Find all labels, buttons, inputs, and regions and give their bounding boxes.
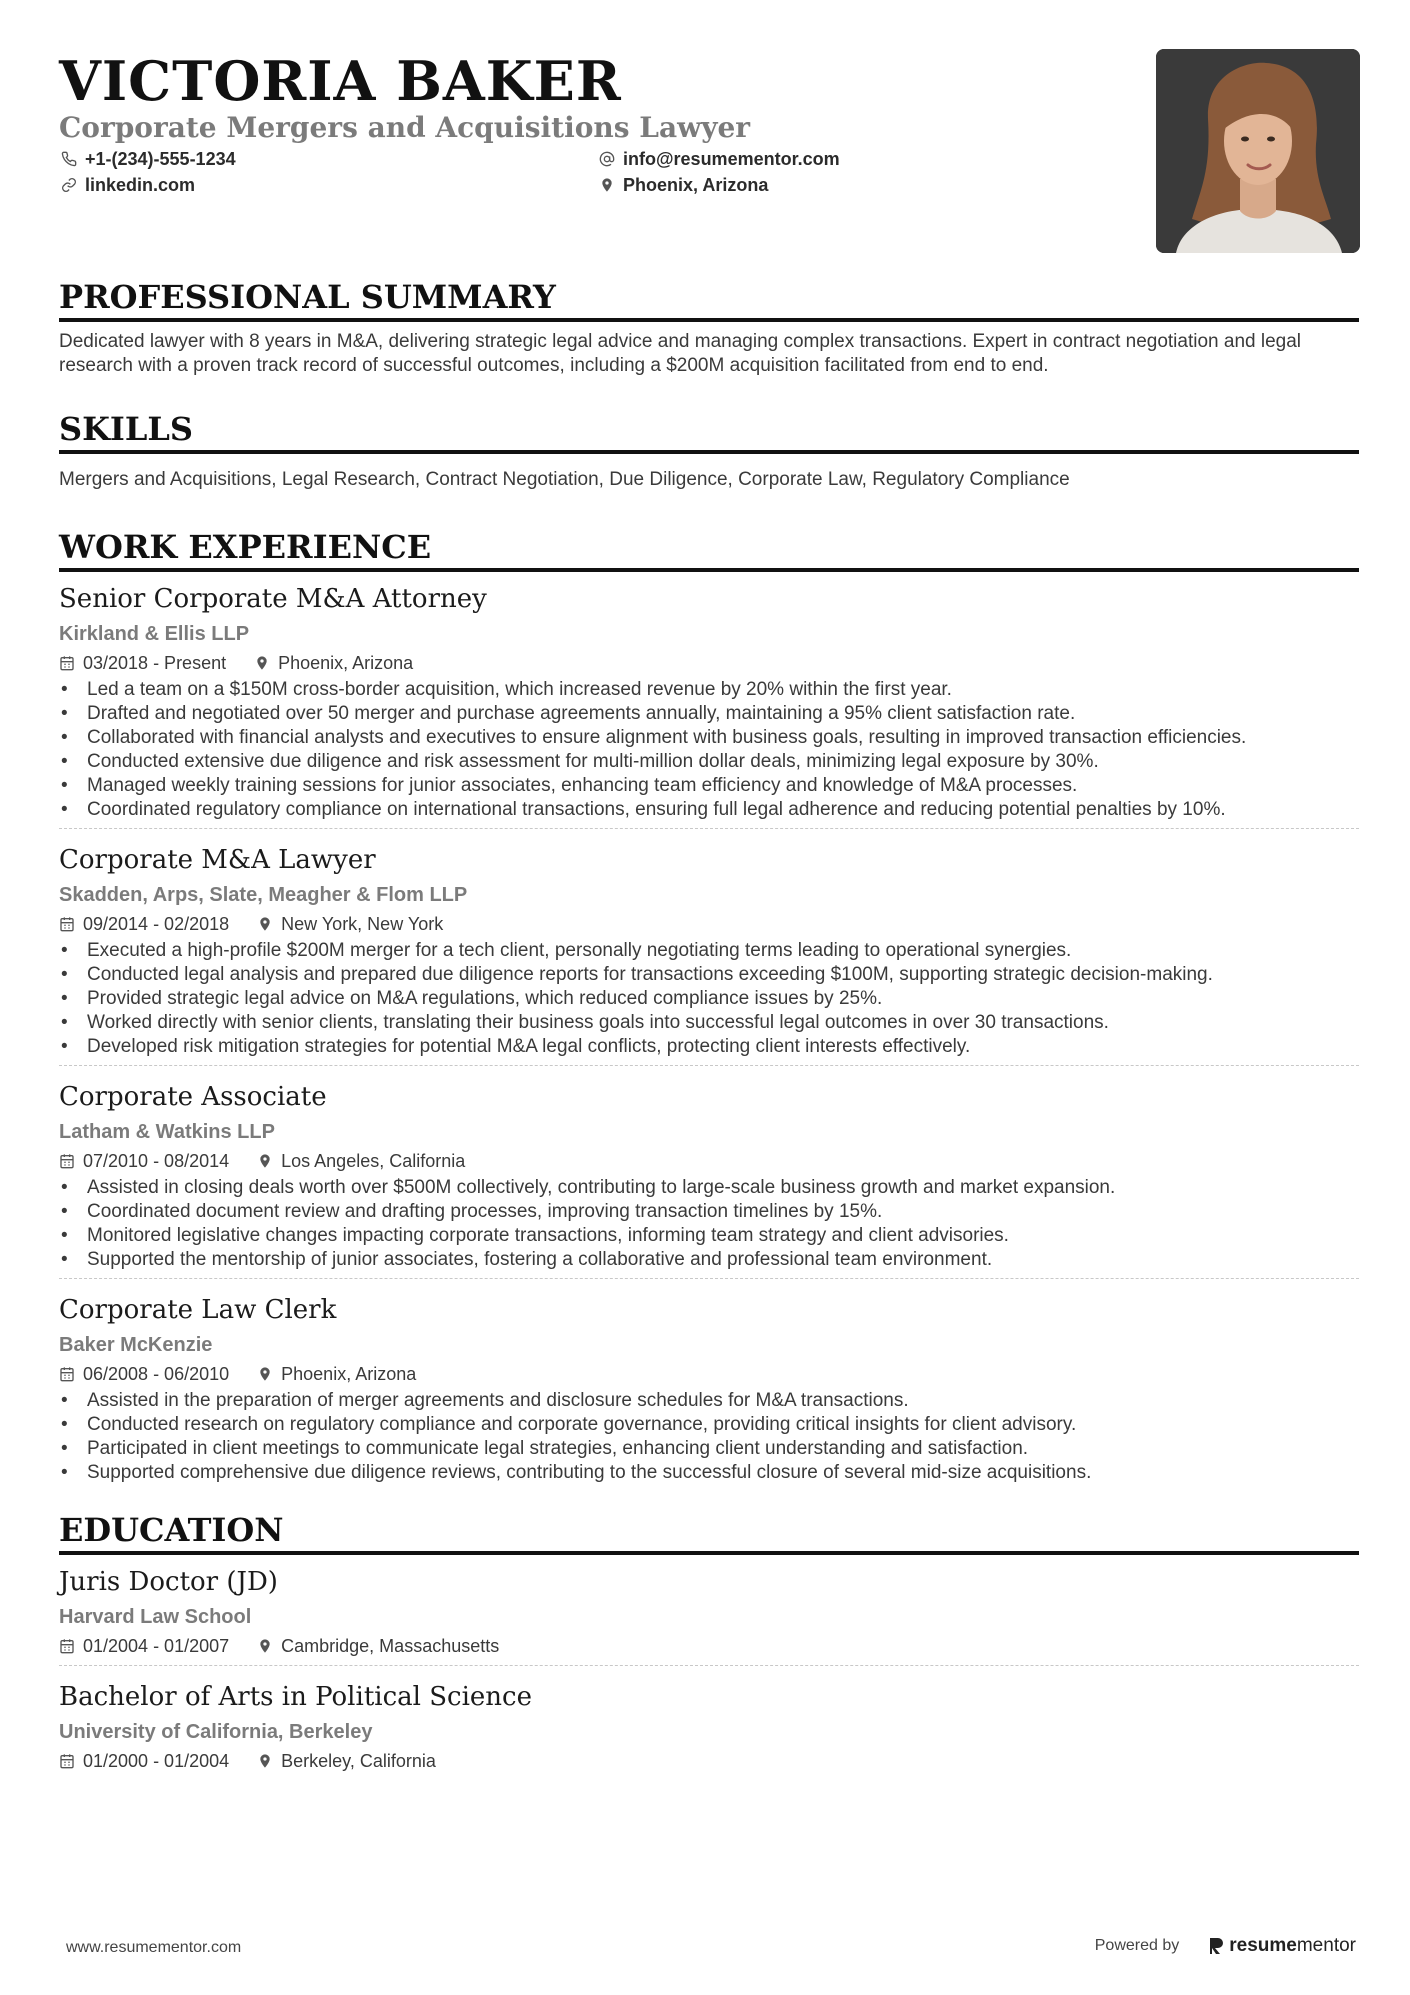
job-meta — [59, 1148, 1359, 1174]
candidate-role: Corporate Mergers and Acquisitions Lawyer — [59, 111, 751, 144]
calendar-icon — [59, 1638, 75, 1654]
job-bullets — [59, 1176, 1359, 1272]
at-icon — [599, 151, 615, 167]
education-location-text: Cambridge, Massachusetts — [281, 1636, 500, 1656]
skills-text: Mergers and Acquisitions, Legal Research, Contract Negotiation, Due Diligence, Corporate Law, Regulatory Compliance — [59, 469, 1070, 490]
education-location — [257, 1748, 436, 1774]
resumementor-logo-icon — [1207, 1936, 1225, 1956]
job-title: Senior Corporate M&A Attorney — [59, 584, 487, 614]
phone-icon — [61, 151, 77, 167]
education-dates-text: 01/2004 - 01/2007 — [83, 1636, 230, 1656]
job-dates-text: 03/2018 - Present — [83, 653, 227, 673]
map-pin-icon — [257, 1366, 273, 1382]
link-icon — [61, 177, 77, 193]
job-location-text: Phoenix, Arizona — [278, 653, 414, 673]
job-entry — [59, 839, 1359, 1066]
job-title: Corporate Law Clerk — [59, 1295, 337, 1325]
education-dates — [59, 1748, 229, 1774]
job-meta — [59, 650, 1359, 676]
bullet-item: • Participated in client meetings to communicate legal strategies, enhancing client understanding and satisfaction. — [59, 1437, 1359, 1461]
contact-location — [599, 173, 768, 197]
job-company: Latham & Watkins LLP — [59, 1121, 275, 1143]
bullet-item: • Collaborated with financial analysts and executives to ensure alignment with business goals, resulting in improved transaction efficiencies. — [59, 726, 1359, 750]
job-dates — [59, 650, 226, 676]
contact-phone — [61, 147, 236, 171]
job-meta — [59, 1361, 1359, 1387]
footer-website-link[interactable]: www.resumementor.com — [66, 1939, 242, 1956]
calendar-icon — [59, 1753, 75, 1769]
summary-heading: PROFESSIONAL SUMMARY — [59, 276, 1359, 322]
phone-text: +1-(234)-555-1234 — [85, 149, 236, 169]
job-bullets — [59, 1389, 1359, 1485]
bullet-item: • Assisted in the preparation of merger agreements and disclosure schedules for M&A transactions. — [59, 1389, 1359, 1413]
bullet-item: • Conducted legal analysis and prepared due diligence reports for transactions exceeding $100M, supporting strategic decision-making. — [59, 963, 1359, 987]
brand-bold-text: resume — [1229, 1935, 1297, 1956]
education-heading: EDUCATION — [59, 1509, 1359, 1555]
job-entry — [59, 1076, 1359, 1279]
bullet-item: • Developed risk mitigation strategies for potential M&A legal conflicts, protecting client interests effectively. — [59, 1035, 1359, 1059]
bullet-item: • Supported comprehensive due diligence reviews, contributing to the successful closure of several mid-size acquisitions. — [59, 1461, 1359, 1485]
candidate-name: VICTORIA BAKER — [59, 49, 622, 113]
skills-heading: SKILLS — [59, 408, 1359, 454]
bullet-item: • Assisted in closing deals worth over $500M collectively, contributing to large-scale business growth and market expansion. — [59, 1176, 1359, 1200]
education-meta — [59, 1633, 1359, 1659]
job-company: Skadden, Arps, Slate, Meagher & Flom LLP — [59, 884, 468, 906]
experience-section — [59, 526, 1359, 1491]
job-dates — [59, 1361, 229, 1387]
location-text: Phoenix, Arizona — [623, 175, 769, 195]
bullet-item: • Provided strategic legal advice on M&A regulations, which reduced compliance issues by 25%. — [59, 987, 1359, 1011]
job-location — [257, 1148, 465, 1174]
bullet-item: • Monitored legislative changes impacting corporate transactions, informing team strategy and client advisories. — [59, 1224, 1359, 1248]
education-section — [59, 1509, 1359, 1780]
job-title: Corporate M&A Lawyer — [59, 845, 376, 875]
calendar-icon — [59, 1366, 75, 1382]
map-pin-icon — [599, 177, 615, 193]
resume-page — [59, 0, 1359, 1790]
bullet-item: • Supported the mentorship of junior associates, fostering a collaborative and professional team environment. — [59, 1248, 1359, 1272]
job-location — [254, 650, 413, 676]
degree-title: Juris Doctor (JD) — [59, 1567, 278, 1597]
bullet-item: • Coordinated regulatory compliance on international transactions, ensuring full legal adherence and reducing potential penalties by 10%. — [59, 798, 1359, 822]
calendar-icon — [59, 916, 75, 932]
bullet-item: • Led a team on a $150M cross-border acquisition, which increased revenue by 20% within the first year. — [59, 678, 1359, 702]
brand-rest-text: mentor — [1296, 1935, 1356, 1956]
map-pin-icon — [257, 1153, 273, 1169]
bullet-item: • Worked directly with senior clients, translating their business goals into successful legal outcomes in over 30 transactions. — [59, 1011, 1359, 1035]
resume-header — [59, 0, 1359, 270]
job-entry — [59, 1289, 1359, 1491]
map-pin-icon — [257, 1638, 273, 1654]
bullet-item: • Drafted and negotiated over 50 merger and purchase agreements annually, maintaining a 95% client satisfaction rate. — [59, 702, 1359, 726]
job-location — [257, 911, 443, 937]
job-company: Baker McKenzie — [59, 1334, 213, 1356]
degree-title: Bachelor of Arts in Political Science — [59, 1682, 532, 1712]
profile-photo — [1156, 49, 1360, 253]
education-location — [257, 1633, 499, 1659]
map-pin-icon — [257, 916, 273, 932]
job-dates-text: 07/2010 - 08/2014 — [83, 1151, 230, 1171]
calendar-icon — [59, 1153, 75, 1169]
job-dates — [59, 1148, 229, 1174]
email-link[interactable]: info@resumementor.com — [623, 149, 840, 169]
job-bullets — [59, 678, 1359, 822]
job-title: Corporate Associate — [59, 1082, 327, 1112]
job-meta — [59, 911, 1359, 937]
contact-linkedin — [61, 173, 195, 197]
education-location-text: Berkeley, California — [281, 1751, 436, 1771]
job-entry — [59, 578, 1359, 829]
bullet-item: • Managed weekly training sessions for junior associates, enhancing team efficiency and knowledge of M&A processes. — [59, 774, 1359, 798]
education-list — [59, 1561, 1359, 1780]
job-dates-text: 09/2014 - 02/2018 — [83, 914, 230, 934]
job-list — [59, 578, 1359, 1491]
bullet-item: • Conducted extensive due diligence and risk assessment for multi-million dollar deals, minimizing legal exposure by 30%. — [59, 750, 1359, 774]
school-name: University of California, Berkeley — [59, 1721, 373, 1743]
calendar-icon — [59, 655, 75, 671]
education-dates — [59, 1633, 229, 1659]
education-entry — [59, 1676, 1359, 1780]
education-meta — [59, 1748, 1359, 1774]
page-footer — [66, 1935, 1356, 1965]
skills-section — [59, 408, 1359, 492]
job-location-text: Phoenix, Arizona — [281, 1364, 417, 1384]
bullet-item: • Coordinated document review and drafting processes, improving transaction timelines by 15%. — [59, 1200, 1359, 1224]
job-bullets — [59, 939, 1359, 1059]
education-entry — [59, 1561, 1359, 1666]
bullet-item: • Executed a high-profile $200M merger for a tech client, personally negotiating terms leading to operational synergies. — [59, 939, 1359, 963]
job-dates — [59, 911, 229, 937]
school-name: Harvard Law School — [59, 1606, 252, 1628]
job-location — [257, 1361, 416, 1387]
linkedin-link[interactable]: linkedin.com — [85, 175, 196, 195]
footer-branding — [1095, 1935, 1356, 1957]
job-location-text: Los Angeles, California — [281, 1151, 466, 1171]
summary-text: Dedicated lawyer with 8 years in M&A, delivering strategic legal advice and managing complex transactions. Expert in contract negotiation and legal research with a proven track record of successful outcomes, including a $200M acquisition facilitated from end to end. — [59, 331, 1302, 376]
job-location-text: New York, New York — [281, 914, 444, 934]
experience-heading: WORK EXPERIENCE — [59, 526, 1359, 572]
bullet-item: • Conducted research on regulatory compliance and corporate governance, providing critical insights for client advisory. — [59, 1413, 1359, 1437]
powered-by-text: Powered by — [1094, 1937, 1180, 1954]
job-company: Kirkland & Ellis LLP — [59, 623, 250, 645]
summary-section — [59, 276, 1359, 378]
map-pin-icon — [257, 1753, 273, 1769]
education-dates-text: 01/2000 - 01/2004 — [83, 1751, 230, 1771]
job-dates-text: 06/2008 - 06/2010 — [83, 1364, 230, 1384]
map-pin-icon — [254, 655, 270, 671]
brand-logo[interactable] — [1207, 1935, 1356, 1957]
contact-email — [599, 147, 840, 171]
